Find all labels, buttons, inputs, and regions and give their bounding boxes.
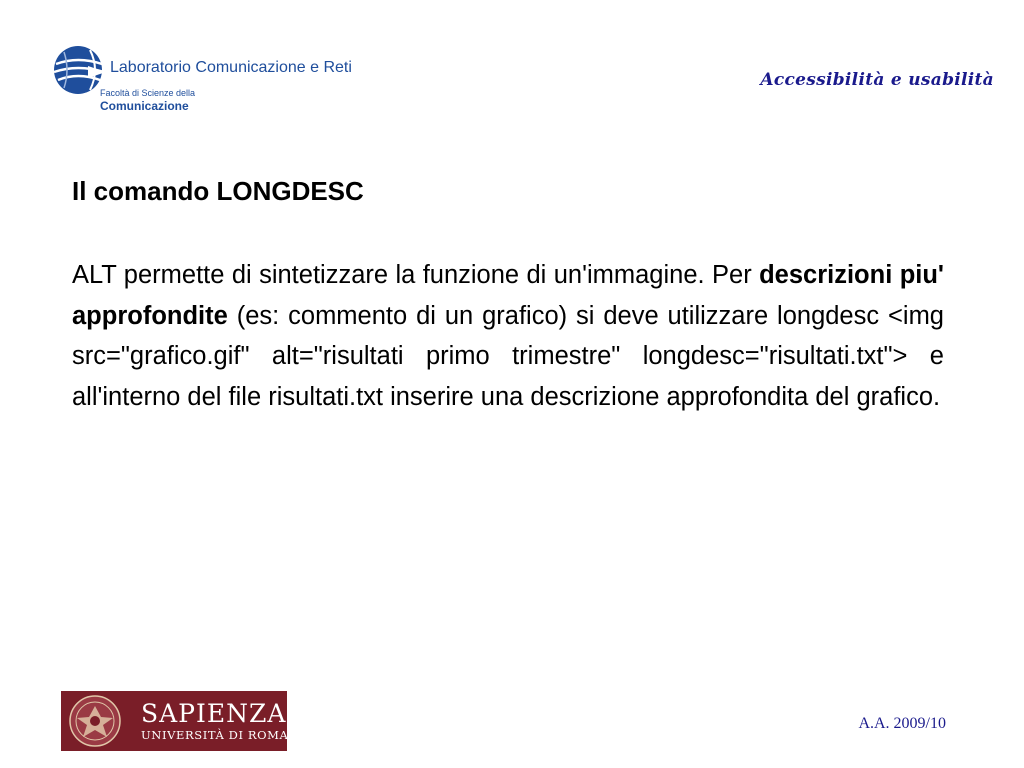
body-bold-text: descrizioni piu' approfondite (72, 261, 944, 330)
sapienza-logo (61, 691, 287, 751)
slide-heading: Il comando LONGDESC (72, 176, 364, 206)
body-text-2: (es: commento di un grafico) si deve utilizzare longdesc <img src="grafico.gif" alt="risultati primo trimestre" longdesc="risultati.txt"> e all'interno del file risultati.txt inserire una descrizione approfondita del grafico. (72, 301, 944, 411)
university-name: SAPIENZA (141, 699, 287, 728)
faculty-line-2: Comunicazione (100, 99, 189, 113)
slide-body (72, 255, 944, 417)
faculty-line-1: Facoltà di Scienze della (100, 88, 196, 98)
lab-name: Laboratorio Comunicazione e Reti (110, 59, 352, 76)
sapienza-seal-icon (61, 691, 135, 751)
university-subtitle: UNIVERSITÀ DI ROMA (141, 728, 289, 742)
body-text-1: ALT permette di sintetizzare la funzione di un'immagine. Per (72, 261, 760, 289)
globe-icon (50, 42, 106, 98)
academic-year: A.A. 2009/10 (858, 715, 946, 732)
lab-logo (50, 42, 450, 122)
course-title: Accessibilità e usabilità (760, 70, 994, 90)
